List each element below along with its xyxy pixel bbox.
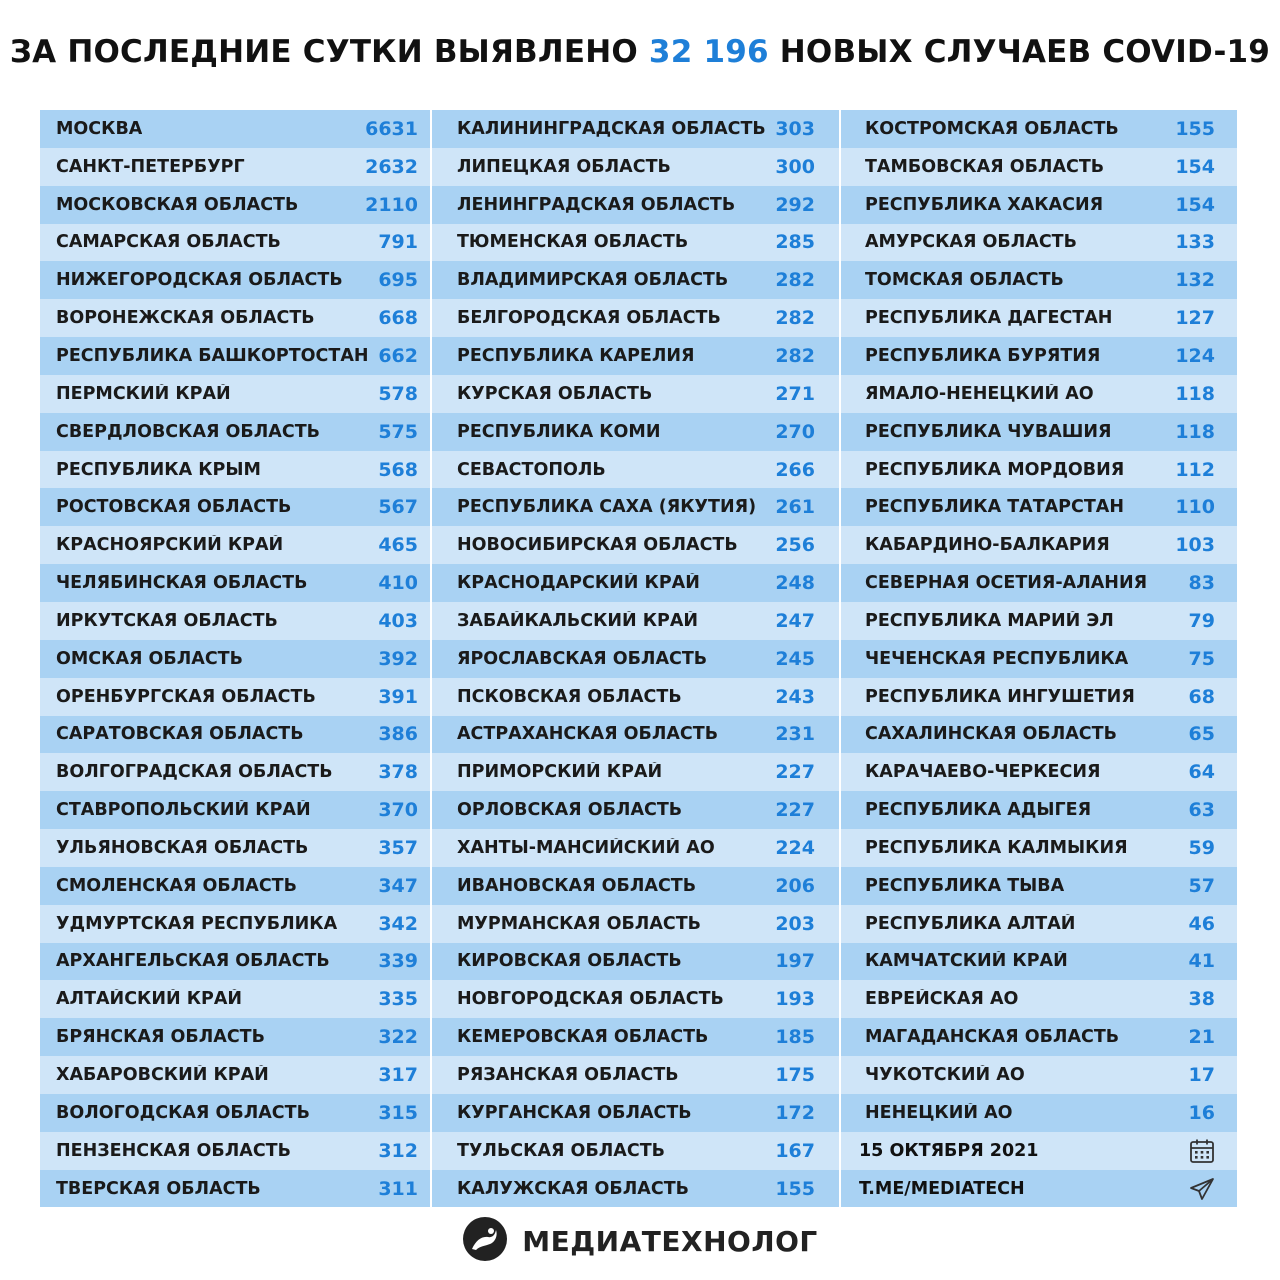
region-row (841, 678, 1237, 716)
case-count: 266 (775, 458, 815, 481)
region-row (432, 110, 839, 148)
region-row (432, 980, 839, 1018)
region-name: АЛТАЙСКИЙ КРАЙ (56, 989, 243, 1010)
region-row (841, 905, 1237, 943)
case-count: 247 (775, 609, 815, 632)
page-title (0, 34, 1280, 70)
region-name: РЕСПУБЛИКА МАРИЙ ЭЛ (865, 610, 1114, 631)
case-count: 271 (775, 382, 815, 405)
region-name: КУРГАНСКАЯ ОБЛАСТЬ (457, 1102, 692, 1123)
region-name: КАЛУЖСКАЯ ОБЛАСТЬ (457, 1178, 689, 1199)
region-name: ВЛАДИМИРСКАЯ ОБЛАСТЬ (457, 270, 729, 291)
case-count: 227 (775, 799, 815, 822)
case-count: 79 (1188, 609, 1215, 632)
case-count: 118 (1175, 382, 1215, 405)
region-row (40, 564, 430, 602)
region-name: ПСКОВСКАЯ ОБЛАСТЬ (457, 686, 682, 707)
channel-link[interactable]: T.ME/MEDIATECH (859, 1178, 1025, 1199)
region-name: МАГАДАНСКАЯ ОБЛАСТЬ (865, 1027, 1120, 1048)
region-name: РЕСПУБЛИКА ТАТАРСТАН (865, 497, 1124, 518)
case-count: 342 (378, 912, 418, 935)
calendar-icon (1189, 1138, 1215, 1164)
region-row (40, 905, 430, 943)
region-name: ТЮМЕНСКАЯ ОБЛАСТЬ (457, 232, 689, 253)
region-name: КРАСНОЯРСКИЙ КРАЙ (56, 535, 284, 556)
date-text: 15 ОКТЯБРЯ 2021 (859, 1140, 1039, 1161)
region-row (841, 451, 1237, 489)
region-name: САХАЛИНСКАЯ ОБЛАСТЬ (865, 724, 1117, 745)
case-count: 2110 (365, 193, 418, 216)
region-name: ТУЛЬСКАЯ ОБЛАСТЬ (457, 1140, 665, 1161)
case-count: 370 (378, 799, 418, 822)
region-name: КОСТРОМСКАЯ ОБЛАСТЬ (865, 118, 1119, 139)
region-row (841, 488, 1237, 526)
case-count: 21 (1188, 1026, 1215, 1049)
case-count: 59 (1188, 836, 1215, 859)
region-row (40, 261, 430, 299)
region-name: ПРИМОРСКИЙ КРАЙ (457, 762, 663, 783)
region-name: КРАСНОДАРСКИЙ КРАЙ (457, 573, 700, 594)
case-count: 118 (1175, 420, 1215, 443)
region-row (432, 299, 839, 337)
region-name: РЕСПУБЛИКА ЧУВАШИЯ (865, 421, 1112, 442)
case-count: 68 (1188, 685, 1215, 708)
region-row (40, 224, 430, 262)
date-row (841, 1132, 1237, 1170)
case-count: 392 (378, 647, 418, 670)
brand-name: МЕДИАТЕХНОЛОГ (522, 1224, 818, 1258)
region-name: НОВОСИБИРСКАЯ ОБЛАСТЬ (457, 535, 738, 556)
region-row (40, 943, 430, 981)
region-name: РЕСПУБЛИКА САХА (ЯКУТИЯ) (457, 497, 757, 518)
region-name: СМОЛЕНСКАЯ ОБЛАСТЬ (56, 875, 297, 896)
region-name: РЕСПУБЛИКА ДАГЕСТАН (865, 308, 1113, 329)
region-row (432, 943, 839, 981)
region-name: РОСТОВСКАЯ ОБЛАСТЬ (56, 497, 292, 518)
region-row (432, 186, 839, 224)
regions-column-3 (841, 110, 1237, 1207)
region-name: ТАМБОВСКАЯ ОБЛАСТЬ (865, 156, 1105, 177)
region-name: НЕНЕЦКИЙ АО (865, 1102, 1013, 1123)
region-name: КАБАРДИНО-БАЛКАРИЯ (865, 535, 1110, 556)
region-name: КАРАЧАЕВО-ЧЕРКЕСИЯ (865, 762, 1101, 783)
region-row (841, 564, 1237, 602)
region-name: ЧЕЧЕНСКАЯ РЕСПУБЛИКА (865, 648, 1129, 669)
case-count: 312 (378, 1139, 418, 1162)
case-count: 110 (1175, 496, 1215, 519)
region-row (40, 375, 430, 413)
region-name: СТАВРОПОЛЬСКИЙ КРАЙ (56, 800, 311, 821)
case-count: 568 (378, 458, 418, 481)
region-row (432, 413, 839, 451)
region-row (432, 148, 839, 186)
region-row (432, 1056, 839, 1094)
case-count: 63 (1188, 799, 1215, 822)
case-count: 57 (1188, 874, 1215, 897)
case-count: 65 (1188, 723, 1215, 746)
region-row (432, 224, 839, 262)
region-name: ОРЛОВСКАЯ ОБЛАСТЬ (457, 800, 683, 821)
region-name: ЛИПЕЦКАЯ ОБЛАСТЬ (457, 156, 671, 177)
region-name: КЕМЕРОВСКАЯ ОБЛАСТЬ (457, 1027, 709, 1048)
case-count: 203 (775, 912, 815, 935)
case-count: 206 (775, 874, 815, 897)
case-count: 224 (775, 836, 815, 859)
case-count: 75 (1188, 647, 1215, 670)
region-name: САРАТОВСКАЯ ОБЛАСТЬ (56, 724, 304, 745)
region-name: ТВЕРСКАЯ ОБЛАСТЬ (56, 1178, 261, 1199)
region-name: ВОЛОГОДСКАЯ ОБЛАСТЬ (56, 1102, 310, 1123)
region-row (841, 299, 1237, 337)
region-name: РЕСПУБЛИКА КОМИ (457, 421, 661, 442)
region-row (40, 716, 430, 754)
region-row (40, 526, 430, 564)
case-count: 243 (775, 685, 815, 708)
region-row (432, 867, 839, 905)
region-name: УДМУРТСКАЯ РЕСПУБЛИКА (56, 913, 338, 934)
region-row (841, 224, 1237, 262)
case-count: 662 (378, 344, 418, 367)
region-row (841, 716, 1237, 754)
region-name: ИВАНОВСКАЯ ОБЛАСТЬ (457, 875, 697, 896)
region-row (432, 375, 839, 413)
case-count: 231 (775, 723, 815, 746)
region-name: РЕСПУБЛИКА КАЛМЫКИЯ (865, 837, 1128, 858)
region-name: РЕСПУБЛИКА ТЫВА (865, 875, 1065, 896)
region-row (40, 753, 430, 791)
case-count: 695 (378, 269, 418, 292)
region-row (841, 186, 1237, 224)
case-count: 17 (1188, 1064, 1215, 1087)
case-count: 124 (1175, 344, 1215, 367)
region-name: ЧУКОТСКИЙ АО (865, 1065, 1025, 1086)
case-count: 248 (775, 572, 815, 595)
region-row (432, 829, 839, 867)
region-row (40, 1056, 430, 1094)
case-count: 403 (378, 609, 418, 632)
brand (0, 1216, 1280, 1266)
region-row (40, 148, 430, 186)
region-row (432, 640, 839, 678)
case-count: 193 (775, 988, 815, 1011)
case-count: 322 (378, 1026, 418, 1049)
case-count: 16 (1188, 1101, 1215, 1124)
region-row (841, 791, 1237, 829)
case-count: 300 (775, 155, 815, 178)
case-count: 64 (1188, 761, 1215, 784)
case-count: 227 (775, 761, 815, 784)
region-row (40, 1170, 430, 1208)
region-row (432, 451, 839, 489)
region-row (841, 375, 1237, 413)
case-count: 175 (775, 1064, 815, 1087)
case-count: 391 (378, 685, 418, 708)
case-count: 132 (1175, 269, 1215, 292)
case-count: 197 (775, 950, 815, 973)
region-row (841, 829, 1237, 867)
case-count: 103 (1175, 534, 1215, 557)
case-count: 578 (378, 382, 418, 405)
case-count: 791 (378, 231, 418, 254)
case-count: 270 (775, 420, 815, 443)
region-row (841, 980, 1237, 1018)
region-row (432, 905, 839, 943)
region-name: ОРЕНБУРГСКАЯ ОБЛАСТЬ (56, 686, 316, 707)
region-row (432, 602, 839, 640)
region-row (841, 148, 1237, 186)
region-row (40, 1132, 430, 1170)
region-row (40, 1018, 430, 1056)
region-name: ЯМАЛО-НЕНЕЦКИЙ АО (865, 383, 1094, 404)
region-row (40, 451, 430, 489)
regions-column-2 (432, 110, 839, 1207)
case-count: 167 (775, 1139, 815, 1162)
region-row (432, 337, 839, 375)
case-count: 317 (378, 1064, 418, 1087)
region-name: РЕСПУБЛИКА АДЫГЕЯ (865, 800, 1092, 821)
region-row (432, 1132, 839, 1170)
telegram-icon[interactable] (1189, 1177, 1215, 1201)
region-row (40, 980, 430, 1018)
case-count: 155 (775, 1177, 815, 1200)
region-row (841, 867, 1237, 905)
region-row (40, 1094, 430, 1132)
region-name: ИРКУТСКАЯ ОБЛАСТЬ (56, 610, 278, 631)
case-count: 347 (378, 874, 418, 897)
title-prefix: ЗА ПОСЛЕДНИЕ СУТКИ ВЫЯВЛЕНО (9, 34, 638, 70)
region-row (432, 261, 839, 299)
case-count: 261 (775, 496, 815, 519)
case-count: 311 (378, 1177, 418, 1200)
regions-column-1 (40, 110, 430, 1207)
region-name: РЕСПУБЛИКА БАШКОРТОСТАН (56, 345, 369, 366)
region-row (841, 337, 1237, 375)
region-name: МУРМАНСКАЯ ОБЛАСТЬ (457, 913, 702, 934)
region-name: ЗАБАЙКАЛЬСКИЙ КРАЙ (457, 610, 699, 631)
region-name: НОВГОРОДСКАЯ ОБЛАСТЬ (457, 989, 724, 1010)
region-row (432, 526, 839, 564)
case-count: 154 (1175, 193, 1215, 216)
region-name: АРХАНГЕЛЬСКАЯ ОБЛАСТЬ (56, 951, 330, 972)
region-name: РЕСПУБЛИКА БУРЯТИЯ (865, 345, 1101, 366)
case-count: 315 (378, 1101, 418, 1124)
case-count: 386 (378, 723, 418, 746)
region-row (841, 1094, 1237, 1132)
case-count: 46 (1188, 912, 1215, 935)
region-row (432, 488, 839, 526)
region-row (40, 186, 430, 224)
region-name: РЕСПУБЛИКА ХАКАСИЯ (865, 194, 1104, 215)
region-row (432, 753, 839, 791)
region-name: СЕВАСТОПОЛЬ (457, 459, 606, 480)
region-row (40, 337, 430, 375)
region-name: САНКТ-ПЕТЕРБУРГ (56, 156, 245, 177)
case-count: 155 (1175, 117, 1215, 140)
region-row (841, 110, 1237, 148)
region-name: ЯРОСЛАВСКАЯ ОБЛАСТЬ (457, 648, 708, 669)
region-name: ХАБАРОВСКИЙ КРАЙ (56, 1065, 269, 1086)
region-name: КАЛИНИНГРАДСКАЯ ОБЛАСТЬ (457, 118, 766, 139)
region-name: САМАРСКАЯ ОБЛАСТЬ (56, 232, 281, 253)
case-count: 465 (378, 534, 418, 557)
case-count: 154 (1175, 155, 1215, 178)
region-row (432, 1170, 839, 1208)
region-row (841, 261, 1237, 299)
case-count: 112 (1175, 458, 1215, 481)
region-name: КИРОВСКАЯ ОБЛАСТЬ (457, 951, 682, 972)
region-name: РЕСПУБЛИКА КАРЕЛИЯ (457, 345, 695, 366)
case-count: 339 (378, 950, 418, 973)
region-name: ХАНТЫ-МАНСИЙСКИЙ АО (457, 837, 715, 858)
case-count: 172 (775, 1101, 815, 1124)
case-count: 6631 (365, 117, 418, 140)
region-row (432, 1094, 839, 1132)
case-count: 185 (775, 1026, 815, 1049)
region-row (40, 413, 430, 451)
region-row (40, 488, 430, 526)
case-count: 127 (1175, 307, 1215, 330)
region-row (40, 640, 430, 678)
region-row (841, 413, 1237, 451)
case-count: 133 (1175, 231, 1215, 254)
region-name: ВОЛГОГРАДСКАЯ ОБЛАСТЬ (56, 762, 333, 783)
case-count: 245 (775, 647, 815, 670)
title-count: 32 196 (648, 34, 769, 70)
region-row (841, 1056, 1237, 1094)
region-row (40, 299, 430, 337)
region-name: ОМСКАЯ ОБЛАСТЬ (56, 648, 243, 669)
case-count: 335 (378, 988, 418, 1011)
region-row (841, 640, 1237, 678)
title-suffix: НОВЫХ СЛУЧАЕВ COVID-19 (779, 34, 1271, 70)
case-count: 410 (378, 572, 418, 595)
region-row (40, 678, 430, 716)
region-row (841, 1018, 1237, 1056)
region-name: МОСКВА (56, 118, 143, 139)
case-count: 41 (1188, 950, 1215, 973)
case-count: 303 (775, 117, 815, 140)
region-name: УЛЬЯНОВСКАЯ ОБЛАСТЬ (56, 837, 309, 858)
case-count: 668 (378, 307, 418, 330)
region-name: МОСКОВСКАЯ ОБЛАСТЬ (56, 194, 299, 215)
region-name: РЯЗАНСКАЯ ОБЛАСТЬ (457, 1065, 679, 1086)
region-name: ТОМСКАЯ ОБЛАСТЬ (865, 270, 1064, 291)
case-count: 575 (378, 420, 418, 443)
case-count: 357 (378, 836, 418, 859)
channel-row[interactable] (841, 1170, 1237, 1208)
region-name: НИЖЕГОРОДСКАЯ ОБЛАСТЬ (56, 270, 343, 291)
region-row (40, 829, 430, 867)
region-row (432, 1018, 839, 1056)
case-count: 567 (378, 496, 418, 519)
mediatech-logo-icon (462, 1216, 508, 1266)
region-row (841, 526, 1237, 564)
case-count: 256 (775, 534, 815, 557)
region-row (432, 564, 839, 602)
region-name: АСТРАХАНСКАЯ ОБЛАСТЬ (457, 724, 719, 745)
region-name: РЕСПУБЛИКА ИНГУШЕТИЯ (865, 686, 1135, 707)
region-name: ПЕНЗЕНСКАЯ ОБЛАСТЬ (56, 1140, 291, 1161)
region-name: РЕСПУБЛИКА АЛТАЙ (865, 913, 1076, 934)
region-name: СВЕРДЛОВСКАЯ ОБЛАСТЬ (56, 421, 320, 442)
region-name: ЧЕЛЯБИНСКАЯ ОБЛАСТЬ (56, 573, 308, 594)
case-count: 285 (775, 231, 815, 254)
region-name: ПЕРМСКИЙ КРАЙ (56, 383, 231, 404)
region-row (432, 716, 839, 754)
region-row (40, 791, 430, 829)
region-row (841, 753, 1237, 791)
case-count: 292 (775, 193, 815, 216)
region-name: КУРСКАЯ ОБЛАСТЬ (457, 383, 653, 404)
region-name: СЕВЕРНАЯ ОСЕТИЯ-АЛАНИЯ (865, 573, 1148, 594)
region-row (841, 602, 1237, 640)
region-name: ВОРОНЕЖСКАЯ ОБЛАСТЬ (56, 308, 315, 329)
region-name: ЛЕНИНГРАДСКАЯ ОБЛАСТЬ (457, 194, 736, 215)
case-count: 282 (775, 269, 815, 292)
region-row (40, 867, 430, 905)
region-name: КАМЧАТСКИЙ КРАЙ (865, 951, 1068, 972)
region-row (40, 110, 430, 148)
region-row (841, 943, 1237, 981)
region-name: БЕЛГОРОДСКАЯ ОБЛАСТЬ (457, 308, 721, 329)
case-count: 83 (1188, 572, 1215, 595)
region-name: РЕСПУБЛИКА МОРДОВИЯ (865, 459, 1125, 480)
region-name: ЕВРЕЙСКАЯ АО (865, 989, 1019, 1010)
region-name: БРЯНСКАЯ ОБЛАСТЬ (56, 1027, 265, 1048)
region-row (432, 678, 839, 716)
region-name: РЕСПУБЛИКА КРЫМ (56, 459, 261, 480)
region-name: АМУРСКАЯ ОБЛАСТЬ (865, 232, 1077, 253)
case-count: 282 (775, 307, 815, 330)
case-count: 38 (1188, 988, 1215, 1011)
region-row (40, 602, 430, 640)
region-row (432, 791, 839, 829)
case-count: 2632 (365, 155, 418, 178)
case-count: 282 (775, 344, 815, 367)
case-count: 378 (378, 761, 418, 784)
